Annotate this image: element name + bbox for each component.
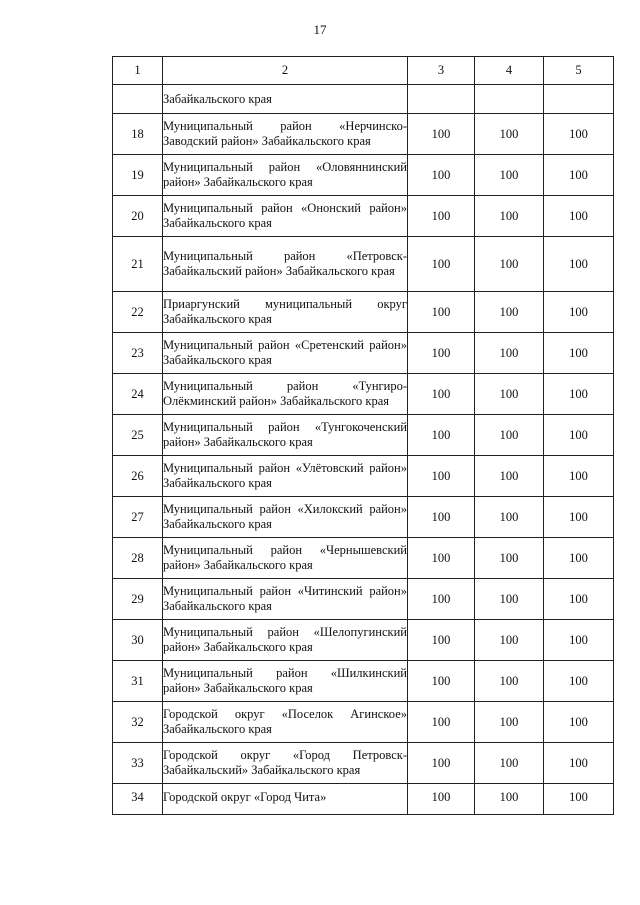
value-col3: 100 [408,497,475,538]
value-col3: 100 [408,415,475,456]
row-name: Муниципальный район «Читинский район» Забайкальского края [163,579,408,620]
row-name: Муниципальный район «Оловяннинский район» Забайкальского края [163,155,408,196]
value-col4: 100 [475,538,544,579]
value-col5: 100 [544,579,614,620]
row-number: 22 [113,292,163,333]
value-col5: 100 [544,538,614,579]
value-col5: 100 [544,620,614,661]
value-col4: 100 [475,155,544,196]
value-col5: 100 [544,661,614,702]
value-col5: 100 [544,497,614,538]
value-col5: 100 [544,702,614,743]
table-row [113,292,614,333]
value-col5: 100 [544,114,614,155]
value-col4: 100 [475,579,544,620]
value-col3: 100 [408,196,475,237]
value-col4: 100 [475,702,544,743]
value-col5: 100 [544,292,614,333]
value-col3: 100 [408,661,475,702]
row-number: 21 [113,237,163,292]
value-col4: 100 [475,743,544,784]
value-col4: 100 [475,114,544,155]
table-row [113,155,614,196]
table-row [113,538,614,579]
value-col4: 100 [475,292,544,333]
row-name: Муниципальный район «Тунгокоченский район» Забайкальского края [163,415,408,456]
header-row [113,57,614,85]
value-col4: 100 [475,456,544,497]
table-row [113,784,614,815]
table-row [113,497,614,538]
value-col5: 100 [544,743,614,784]
value-col3: 100 [408,620,475,661]
value-col3: 100 [408,155,475,196]
table-row [113,661,614,702]
table-row [113,702,614,743]
row-name: Муниципальный район «Петровск-Забайкальский район» Забайкальского края [163,237,408,292]
value-col3: 100 [408,456,475,497]
value-col4: 100 [475,415,544,456]
row-name: Муниципальный район «Тунгиро-Олёкминский район» Забайкальского края [163,374,408,415]
row-name: Муниципальный район «Улётовский район» Забайкальского края [163,456,408,497]
value-col3: 100 [408,538,475,579]
value-col3: 100 [408,237,475,292]
continuation-text: Забайкальского края [163,85,408,114]
row-number: 27 [113,497,163,538]
table-row [113,114,614,155]
value-col5: 100 [544,237,614,292]
row-number: 26 [113,456,163,497]
value-col3: 100 [408,579,475,620]
value-col4: 100 [475,784,544,815]
value-col3: 100 [408,374,475,415]
data-table [112,56,614,815]
header-cell: 5 [544,57,614,85]
value-col3: 100 [408,292,475,333]
table-row [113,374,614,415]
table-row [113,620,614,661]
row-number: 25 [113,415,163,456]
row-name: Муниципальный район «Шелопугинский район» Забайкальского края [163,620,408,661]
value-col5: 100 [544,415,614,456]
row-number: 23 [113,333,163,374]
row-name: Муниципальный район «Шилкинский район» Забайкальского края [163,661,408,702]
row-number: 30 [113,620,163,661]
row-name: Городской округ «Поселок Агинское» Забайкальского края [163,702,408,743]
value-col4: 100 [475,237,544,292]
row-number-cell [113,85,163,114]
row-name: Городской округ «Город Петровск-Забайкальский» Забайкальского края [163,743,408,784]
row-name: Муниципальный район «Нерчинско-Заводский район» Забайкальского края [163,114,408,155]
value-col4: 100 [475,497,544,538]
value-col3: 100 [408,784,475,815]
value-col5: 100 [544,333,614,374]
table-row [113,456,614,497]
header-cell: 1 [113,57,163,85]
value-col3: 100 [408,114,475,155]
value-col5: 100 [544,784,614,815]
row-name: Муниципальный район «Сретенский район» Забайкальского края [163,333,408,374]
row-number: 20 [113,196,163,237]
row-number: 33 [113,743,163,784]
row-name: Муниципальный район «Чернышевский район» Забайкальского края [163,538,408,579]
row-name: Городской округ «Город Чита» [163,784,408,815]
row-number: 28 [113,538,163,579]
row-number: 31 [113,661,163,702]
row-name: Приаргунский муниципальный округ Забайкальского края [163,292,408,333]
value-col5: 100 [544,456,614,497]
table-row [113,743,614,784]
row-number: 34 [113,784,163,815]
page-number: 17 [313,22,327,37]
value-col4: 100 [475,333,544,374]
table-row [113,333,614,374]
table-row [113,237,614,292]
row-number: 32 [113,702,163,743]
row-number: 18 [113,114,163,155]
table-row [113,196,614,237]
header-cell: 2 [163,57,408,85]
header-cell: 3 [408,57,475,85]
value-col4: 100 [475,374,544,415]
value-col4: 100 [475,661,544,702]
row-name: Муниципальный район «Хилокский район» Забайкальского края [163,497,408,538]
value-col4: 100 [475,620,544,661]
table-row [113,579,614,620]
row-number: 29 [113,579,163,620]
value-col5: 100 [544,374,614,415]
value-col3: 100 [408,702,475,743]
row-number: 19 [113,155,163,196]
row-name: Муниципальный район «Ононский район» Забайкальского края [163,196,408,237]
value-col5: 100 [544,196,614,237]
table-row [113,415,614,456]
value-col4: 100 [475,196,544,237]
header-cell: 4 [475,57,544,85]
row-number: 24 [113,374,163,415]
value-col3: 100 [408,743,475,784]
value-col5: 100 [544,155,614,196]
value-col3: 100 [408,333,475,374]
continuation-row [113,85,614,114]
